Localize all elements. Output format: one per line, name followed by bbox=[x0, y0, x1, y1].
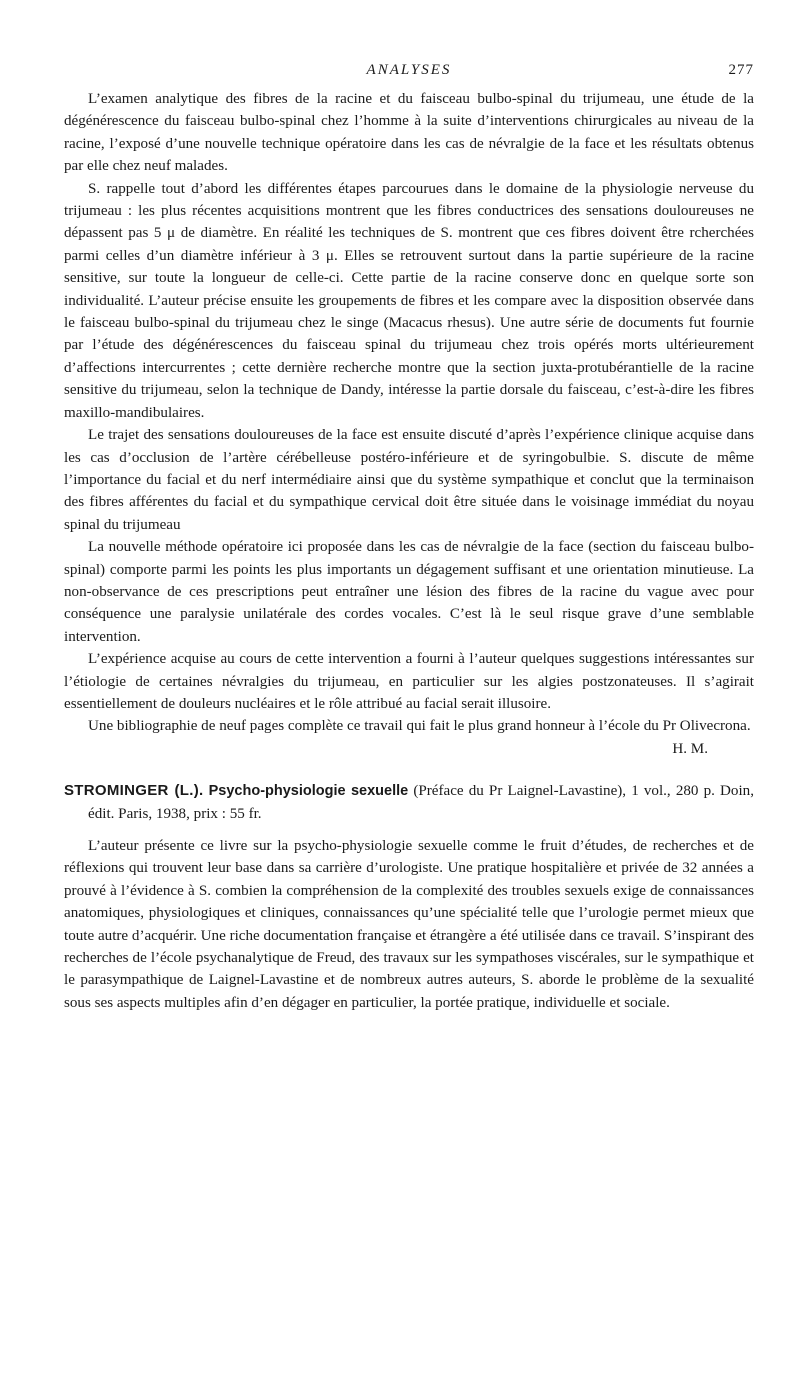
review-body: L’auteur présente ce livre sur la psycho-physiologie sexuelle comme le fruit d’études, de recherches et de réflexions qui trouvent leur base dans sa carrière d’urologiste. Une pratique hospitalière et privée de 32 années a prouvé à l’évidence à S. combien la compréhension de la complexité des troubles sexuels exige de connaissances anatomiques, physiologiques et cliniques, connaissances qu’une spécialité telle que l’urologie permet mieux que toute autre d’acquérir. Une riche documentation française et étrangère a été utilisée dans ce travail. S’inspirant des recherches de l’école psychanalytique de Freud, des travaux sur les sympathoses viscérales, sur le sympathique et le parasympathique de Laignel-Lavastine et de nombreux autres auteurs, S. aborde le problème de la sexualité sous ses aspects multiples afin d’en dégager en particulier, la portée pratique, individuelle et sociale. bbox=[64, 838, 754, 1011]
book-title: Psycho-physiologie sexuelle bbox=[208, 783, 409, 800]
reviewer-signature: H. M. bbox=[672, 740, 708, 757]
paragraph: Le trajet des sensations douloureuses de la face est ensuite discuté d’après l’expérience clinique acquise dans les cas d’occlusion de l’artère cérébelleuse postéro-inférieure et de syringobulbie. S. discute de même l’importance du facial et du nerf intermédiaire ainsi que du système sympathique et conclut que la terminaison des fibres afférentes du facial et du sympathique cervical doit être située dans le voisinage immédiat du noyau spinal du trijumeau bbox=[64, 427, 754, 533]
book-author: STROMINGER (L.). bbox=[64, 782, 204, 800]
running-header bbox=[64, 62, 754, 88]
paragraph: L’expérience acquise au cours de cette intervention a fourni à l’auteur quelques suggestions intéressantes sur l’étiologie de certaines névralgies du trijumeau, en particulier sur les algies postzonateuses. Il s’agirait essentiellement de douleurs nucléaires et le rôle attribué au facial serait illusoire. bbox=[64, 651, 754, 712]
review-trigeminal bbox=[64, 88, 754, 760]
page-number: 277 bbox=[728, 62, 754, 78]
running-title: ANALYSES bbox=[366, 62, 452, 78]
paragraph: La nouvelle méthode opératoire ici proposée dans les cas de névralgie de la face (section du faisceau bulbo-spinal) comporte parmi les points les plus importants un dégagement suffisant et une orientation minutieuse. La non-observance de ces prescriptions peut entraîner une lésion des fibres de la racine du vague avec pour conséquence une paralysie unilatérale des cordes vocales. C’est là le seul risque grave d’une semblable intervention. bbox=[64, 539, 754, 645]
paragraph: L’examen analytique des fibres de la racine et du faisceau bulbo-spinal du trijumeau, une étude de la dégénérescence du faisceau bulbo-spinal chez l’homme à la suite d’interventions chirurgicales au niveau de la racine, l’exposé d’une nouvelle technique opératoire dans les cas de névralgie de la face et les résultats obtenus par elle chez neuf malades. bbox=[64, 91, 754, 175]
page bbox=[64, 62, 754, 1014]
bibliographic-entry bbox=[64, 780, 754, 825]
book-details: (Préface du Pr Laignel-Lavastine), 1 vol., 280 p. Doin, édit. Paris, 1938, prix : 55 fr. bbox=[88, 783, 754, 822]
review-strominger bbox=[64, 780, 754, 1014]
paragraph: Une bibliographie de neuf pages complète ce travail qui fait le plus grand honneur à l’école du Pr Olivecrona. bbox=[88, 718, 751, 735]
paragraph: S. rappelle tout d’abord les différentes étapes parcourues dans le domaine de la physiologie nerveuse du trijumeau : les plus récentes acquisitions montrent que les fibres conductrices des sensations douloureuses ne dépassent pas 5 μ de diamètre. En réalité les techniques de S. montrent que ces fibres doivent être rcherchées parmi celles d’un diamètre inférieur à 3 μ. Elles se retrouvent surtout dans la partie supérieure de la racine sensitive, sur toute la longueur de celle-ci. Cette partie de la racine conserve donc en quelque sorte son individualité. L’auteur précise ensuite les groupements de fibres et les compare avec la disposition observée dans le faisceau bulbo-spinal du trijumeau chez le singe (Macacus rhesus). Une autre série de documents fut fournie par l’étude des dégénérescences du faisceau spinal du trijumeau chez trois opérés morts ultérieurement d’affections intercurrentes ; cette dernière recherche montre que la section juxta-protubérantielle de la racine sensitive du trijumeau, selon la technique de Dandy, intéresse la partie dorsale du faisceau, c’est-à-dire les fibres maxillo-mandibulaires. bbox=[64, 180, 754, 421]
